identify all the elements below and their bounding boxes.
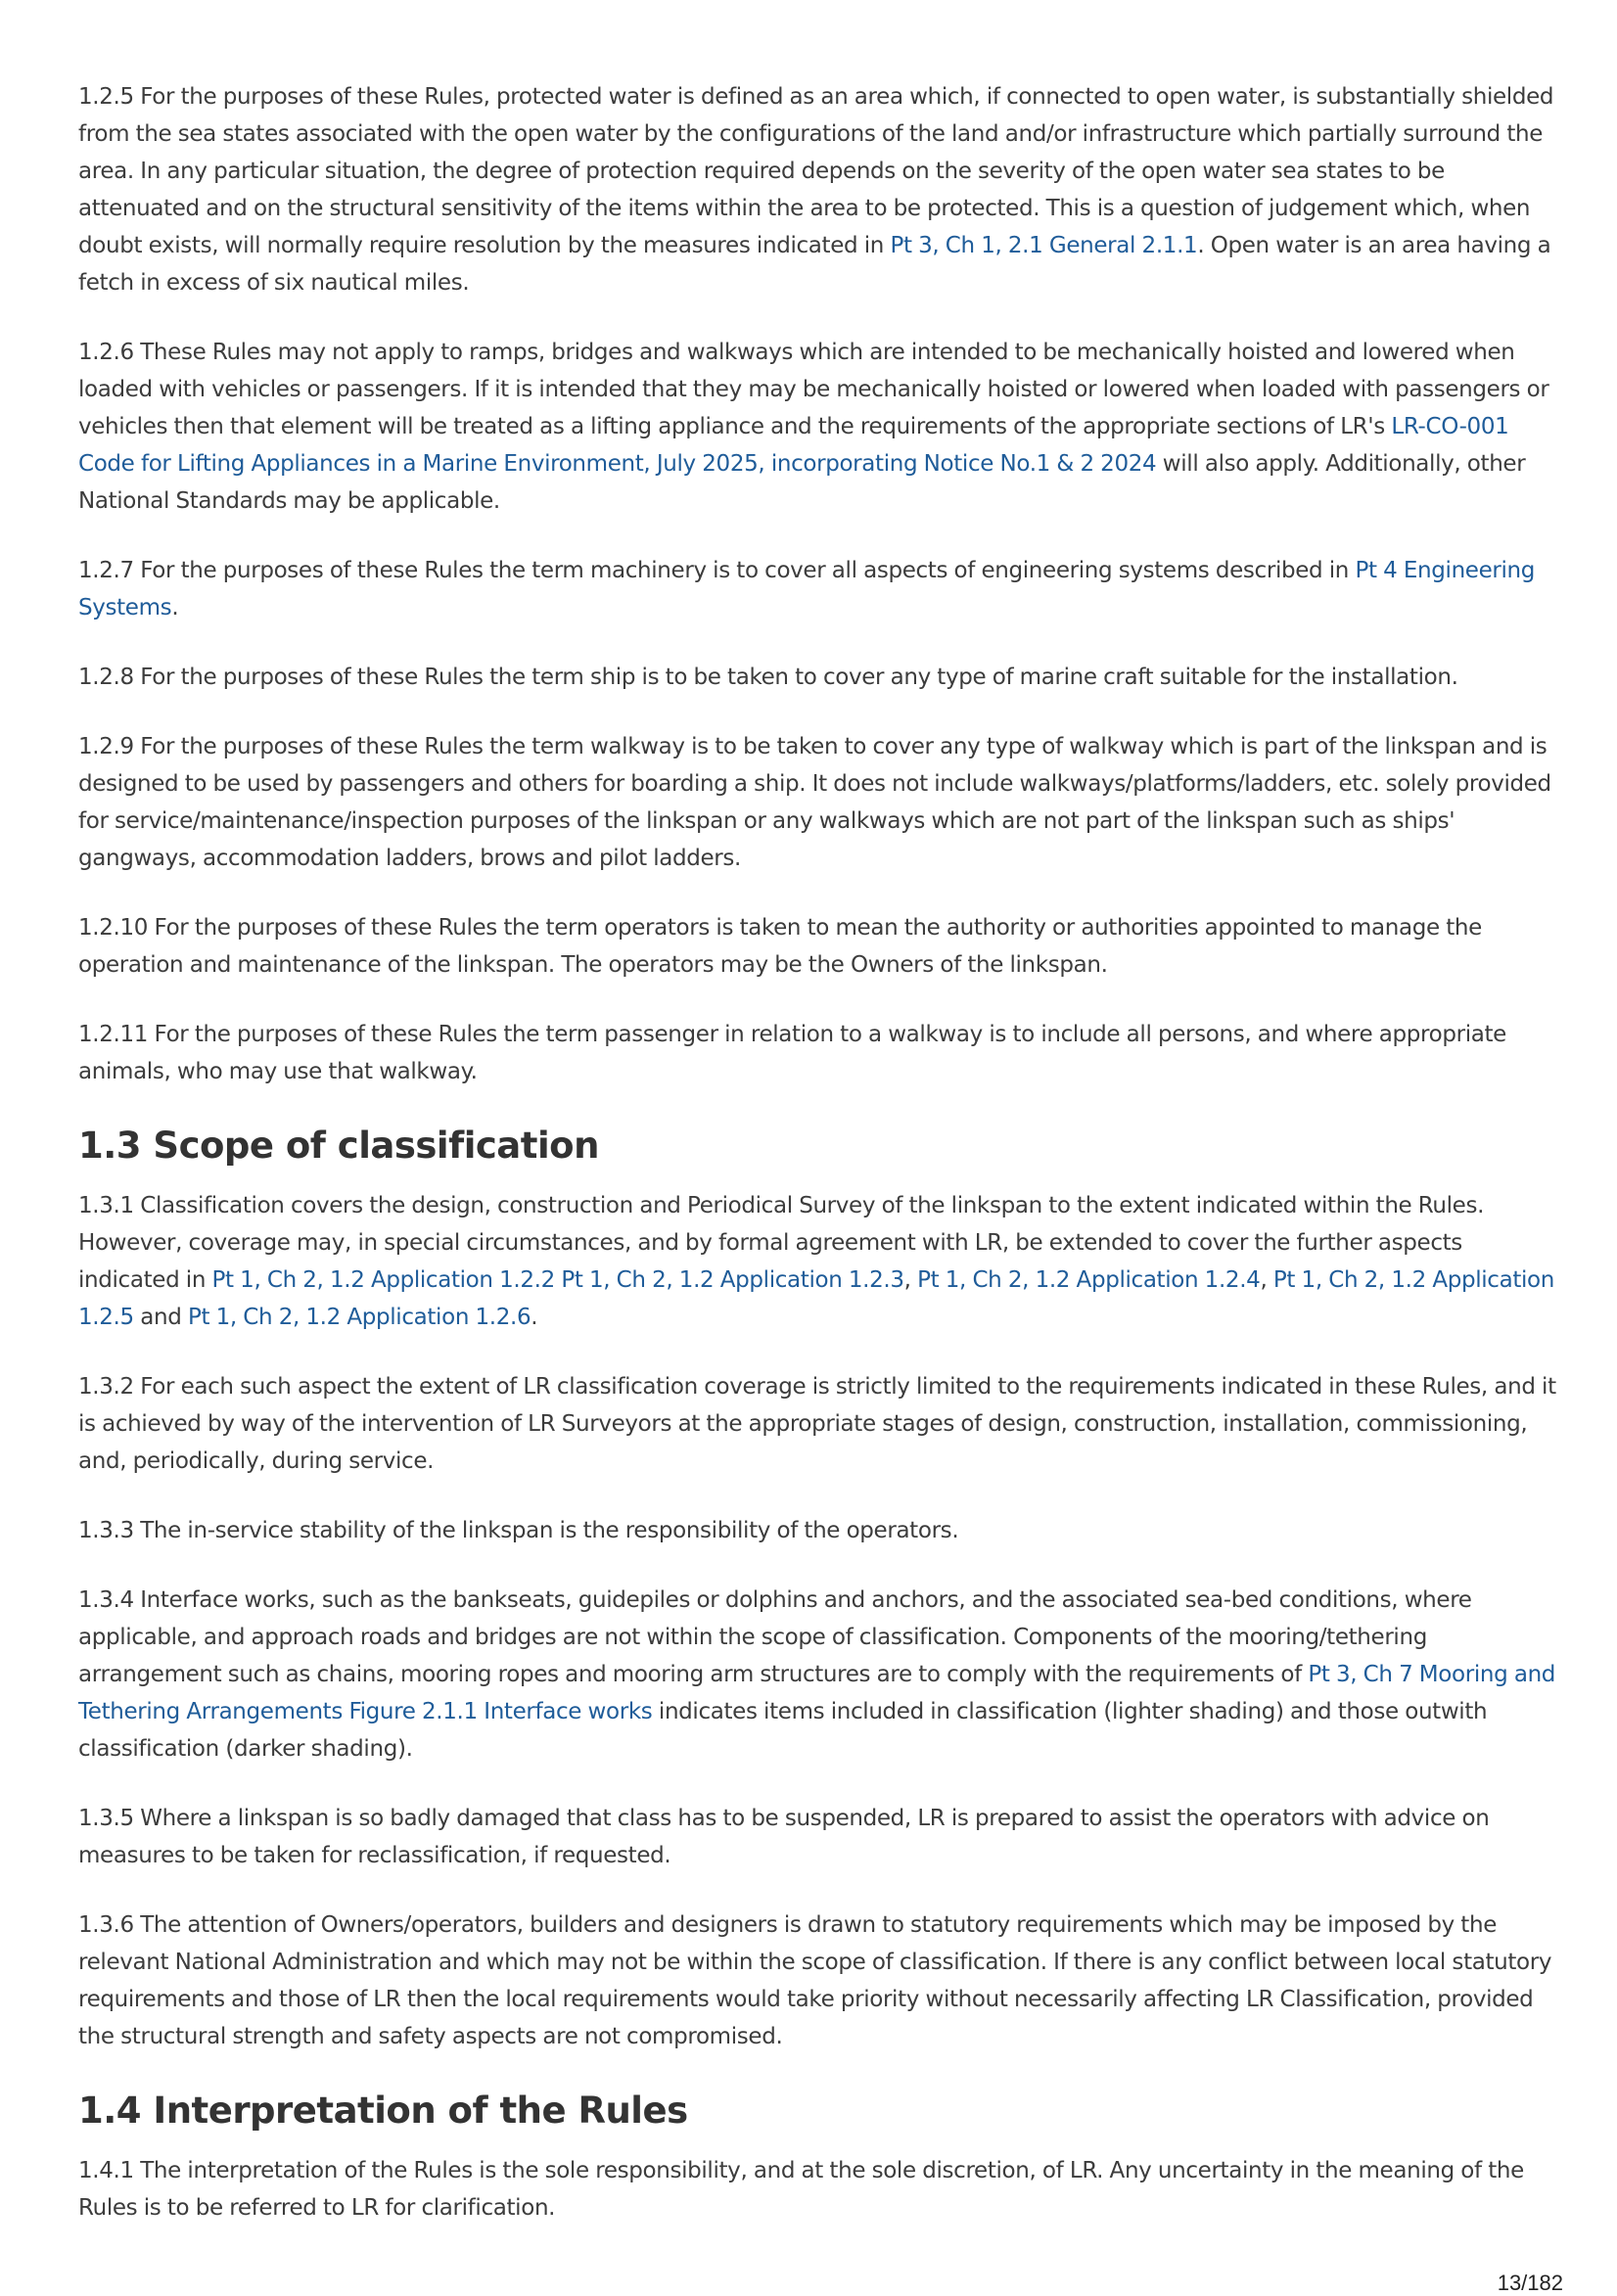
paragraph-1-2-6 [78, 334, 1556, 520]
paragraph-1-2-11: 1.2.11 For the purposes of these Rules the term passenger in relation to a walkway is to include all persons, and where appropriate animals, who may use that walkway. [78, 1022, 1506, 1084]
separator: and [133, 1305, 188, 1330]
paragraph-1-3-4 [78, 1582, 1556, 1768]
paragraph-1-2-5 [78, 78, 1556, 301]
link-figure-2-1-1[interactable]: Figure 2.1.1 Interface works [348, 1699, 653, 1724]
paragraph-1-3-5: 1.3.5 Where a linkspan is so badly damaged that class has to be suspended, LR is prepared to assist the operators with advice on measures to be taken for reclassification, if requested. [78, 1806, 1490, 1868]
link-pt1-ch2-1-2-4[interactable]: Pt 1, Ch 2, 1.2 Application 1.2.4 [917, 1267, 1261, 1293]
link-pt3-ch1-2-1[interactable]: Pt 3, Ch 1, 2.1 General 2.1.1 [890, 233, 1198, 258]
paragraph-text: . [531, 1305, 538, 1330]
link-pt4-engineering-systems[interactable]: Pt 4 Engineering Systems [78, 558, 1536, 620]
link-pt3-ch7-mooring[interactable]: Pt 3, Ch 7 Mooring and Tethering Arrangements [78, 1662, 1556, 1724]
paragraph-1-2-10: 1.2.10 For the purposes of these Rules the term operators is taken to mean the authority or authorities appointed to manage the operation and maintenance of the linkspan. The operators may be the Owners of the linkspan. [78, 915, 1482, 978]
section-heading-1-3: 1.3 Scope of classification [78, 1125, 599, 1167]
link-pt1-ch2-1-2-2[interactable]: Pt 1, Ch 2, 1.2 Application 1.2.2 [211, 1267, 555, 1293]
paragraph-1-4-1: 1.4.1 The interpretation of the Rules is the sole responsibility, and at the sole discretion, of LR. Any uncertainty in the meaning of the Rules is to be referred to LR for clarification. [78, 2158, 1524, 2221]
paragraph-text: will also apply. Additionally, other National Standards may be applicable. [78, 451, 1526, 514]
paragraph-text: 1.3.1 Classification covers the design, construction and Periodical Survey of the linkspan to the extent indicated within the Rules. However, coverage may, in special circumstances, and by formal agreement with LR, be extended to cover the further aspects indicated in [78, 1193, 1485, 1293]
paragraph-text: 1.3.4 Interface works, such as the bankseats, guidepiles or dolphins and anchors, and the associated sea-bed conditions, where applicable, and approach roads and bridges are not within the scope of classification. Components of the mooring/tethering arrangement such as chains, mooring ropes and mooring arm structures are to comply with the requirements of [78, 1587, 1472, 1687]
paragraph-text: 1.2.6 These Rules may not apply to ramps, bridges and walkways which are intended to be mechanically hoisted and lowered when loaded with vehicles or passengers. If it is intended that they may be mechanically hoisted or lowered when loaded with passengers or vehicles then that element will be treated as a lifting appliance and the requirements of the appropriate sections of LR's [78, 340, 1549, 439]
paragraph-1-3-6: 1.3.6 The attention of Owners/operators, builders and designers is drawn to statutory requirements which may be imposed by the relevant National Administration and which may not be within the scope of classification. If there is any conflict between local statutory requirements and those of LR then the local requirements would take priority without necessarily affecting LR Classification, provided the structural strength and safety aspects are not compromised. [78, 1912, 1552, 2049]
document-body [78, 78, 1556, 2259]
paragraph-1-2-8: 1.2.8 For the purposes of these Rules the term ship is to be taken to cover any type of marine craft suitable for the installation. [78, 665, 1458, 690]
paragraph-text: 1.2.5 For the purposes of these Rules, protected water is defined as an area which, if connected to open water, is substantially shielded from the sea states associated with the open water by the configurations of the land and/or infrastructure which partially surround the area. In any particular situation, the degree of protection required depends on the severity of the open water sea states to be attenuated and on the structural sensitivity of the items within the area to be protected. This is a question of judgement which, when doubt exists, will normally require resolution by the measures indicated in [78, 84, 1554, 258]
paragraph-text: . [171, 595, 179, 620]
separator: , [1260, 1267, 1273, 1293]
link-pt1-ch2-1-2-6[interactable]: Pt 1, Ch 2, 1.2 Application 1.2.6 [187, 1305, 531, 1330]
paragraph-text: indicates items included in classification (lighter shading) and those outwith classification (darker shading). [78, 1699, 1488, 1762]
paragraph-text: 1.2.7 For the purposes of these Rules the term machinery is to cover all aspects of engineering systems described in [78, 558, 1356, 583]
page-number: 13/182 [1497, 2271, 1563, 2295]
link-pt1-ch2-1-2-5[interactable]: Pt 1, Ch 2, 1.2 Application 1.2.5 [78, 1267, 1554, 1330]
paragraph-1-3-1 [78, 1187, 1556, 1336]
link-pt1-ch2-1-2-3[interactable]: Pt 1, Ch 2, 1.2 Application 1.2.3 [561, 1267, 904, 1293]
paragraph-1-2-7 [78, 552, 1556, 626]
paragraph-1-3-2: 1.3.2 For each such aspect the extent of LR classification coverage is strictly limited to the requirements indicated in these Rules, and it is achieved by way of the intervention of LR Surveyors at the appropriate stages of design, construction, installation, commissioning, and, periodically, during service. [78, 1374, 1556, 1474]
paragraph-1-3-3: 1.3.3 The in-service stability of the linkspan is the responsibility of the operators. [78, 1518, 959, 1543]
section-heading-1-4: 1.4 Interpretation of the Rules [78, 2089, 688, 2132]
paragraph-text: . Open water is an area having a fetch in excess of six nautical miles. [78, 233, 1551, 296]
paragraph-1-2-9: 1.2.9 For the purposes of these Rules the term walkway is to be taken to cover any type of walkway which is part of the linkspan and is designed to be used by passengers and others for boarding a ship. It does not include walkways/platforms/ladders, etc. solely provided for service/maintenance/inspection purposes of the linkspan or any walkways which are not part of the linkspan such as ships' gangways, accommodation ladders, brows and pilot ladders. [78, 734, 1551, 871]
separator: , [903, 1267, 918, 1293]
link-lr-co-001[interactable]: LR-CO-001 Code for Lifting Appliances in a Marine Environment, July 2025, incorporating Notice No.1 & 2 2024 [78, 414, 1509, 477]
